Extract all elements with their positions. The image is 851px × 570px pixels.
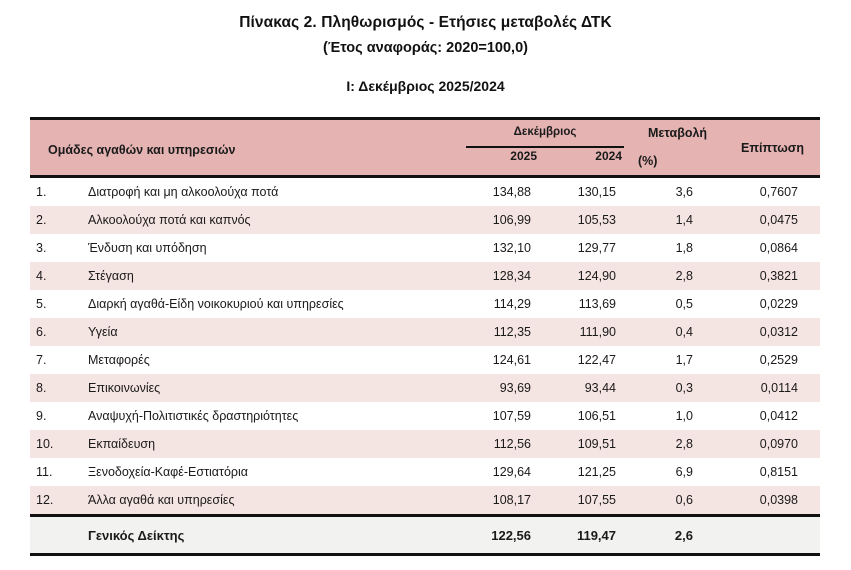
row-category-name: Αναψυχή-Πολιτιστικές δραστηριότητες [88, 409, 299, 423]
header-label-change-unit: (%) [638, 154, 658, 168]
row-value-change: 1,7 [675, 353, 693, 367]
period-label: Ι: Δεκέμβριος 2025/2024 [346, 77, 505, 94]
row-value-change: 6,9 [675, 465, 693, 479]
row-index: 9. [36, 409, 47, 423]
header-row [30, 120, 820, 175]
total-value-change: 2,6 [674, 527, 693, 543]
row-value-impact: 0,8151 [759, 465, 798, 479]
total-bottom-rule [30, 553, 820, 556]
table-row [30, 178, 820, 206]
row-index: 3. [36, 241, 47, 255]
row-value-change: 0,5 [675, 297, 693, 311]
total-value-2024: 119,47 [576, 527, 616, 543]
table-row [30, 402, 820, 430]
row-value-impact: 0,0114 [760, 381, 798, 395]
row-value-2024: 106,51 [577, 409, 616, 423]
row-category-name: Μεταφορές [88, 353, 150, 367]
table-row [30, 374, 820, 402]
header-cell-groups [30, 120, 460, 175]
table-row [30, 318, 820, 346]
inflation-table [30, 117, 820, 556]
row-value-2024: 122,47 [577, 353, 616, 367]
row-value-change: 1,4 [675, 213, 693, 227]
row-value-change: 0,4 [675, 325, 693, 339]
row-value-2024: 113,69 [578, 297, 616, 311]
row-value-2024: 93,44 [584, 381, 616, 395]
row-value-2024: 105,53 [577, 213, 616, 227]
header-label-groups: Ομάδες αγαθών και υπηρεσιών [48, 143, 236, 157]
row-value-change: 2,8 [675, 269, 693, 283]
table-row [30, 458, 820, 486]
header-cell-change [630, 120, 725, 175]
row-value-2025: 112,56 [493, 437, 531, 451]
row-value-impact: 0,3821 [759, 269, 798, 283]
row-index: 5. [36, 297, 47, 311]
row-value-2025: 93,69 [499, 381, 531, 395]
row-value-2024: 124,90 [577, 269, 616, 283]
row-value-2025: 106,99 [492, 213, 531, 227]
header-label-change: Μεταβολή [647, 126, 708, 140]
row-index: 10. [36, 437, 54, 451]
subheader-label-2024: 2024 [595, 149, 622, 163]
row-category-name: Στέγαση [88, 269, 134, 283]
row-value-impact: 0,0475 [759, 213, 798, 227]
inflation-table-container [30, 117, 820, 556]
row-value-impact: 0,2529 [759, 353, 798, 367]
total-index [30, 517, 70, 553]
row-index: 2. [36, 213, 47, 227]
row-value-change: 1,0 [675, 409, 693, 423]
row-index: 12. [36, 493, 54, 507]
row-index: 1. [36, 185, 47, 199]
header-cell-impact [725, 120, 820, 175]
subheader-label-2025: 2025 [510, 149, 537, 163]
row-value-impact: 0,0412 [759, 409, 798, 423]
row-category-name: Διατροφή και μη αλκοολούχα ποτά [88, 185, 279, 199]
row-value-change: 0,3 [675, 381, 693, 395]
row-value-2024: 121,25 [577, 465, 616, 479]
table-row [30, 206, 820, 234]
header-cell-month-group [460, 120, 630, 175]
row-value-2024: 109,51 [577, 437, 616, 451]
header-label-month: Δεκέμβριος [513, 126, 577, 138]
page-subtitle: (Έτος αναφοράς: 2020=100,0) [323, 39, 528, 56]
page-title: Πίνακας 2. Πληθωρισμός - Ετήσιες μεταβολές ΔΤΚ [239, 14, 612, 31]
row-index: 7. [36, 353, 47, 367]
row-value-impact: 0,0229 [759, 297, 798, 311]
row-value-change: 0,6 [675, 493, 693, 507]
table-header [30, 117, 820, 178]
header-label-impact: Επίπτωση [741, 140, 804, 155]
table-row [30, 430, 820, 458]
row-value-2025: 124,61 [492, 353, 531, 367]
table-row [30, 290, 820, 318]
row-index: 8. [36, 381, 47, 395]
row-value-2025: 128,34 [492, 269, 531, 283]
row-value-change: 2,8 [675, 437, 693, 451]
row-value-2025: 114,29 [493, 297, 531, 311]
row-value-2024: 111,90 [579, 325, 616, 339]
row-value-2025: 134,88 [492, 185, 531, 199]
table-row [30, 262, 820, 290]
row-value-2024: 130,15 [577, 185, 616, 199]
row-value-impact: 0,0970 [759, 437, 798, 451]
row-category-name: Αλκοολούχα ποτά και καπνός [88, 213, 251, 227]
table-row [30, 234, 820, 262]
row-index: 4. [36, 269, 47, 283]
row-value-impact: 0,0398 [759, 493, 798, 507]
row-value-2025: 129,64 [492, 465, 531, 479]
row-value-impact: 0,0312 [759, 325, 798, 339]
row-value-impact: 0,0864 [759, 241, 798, 255]
table-row [30, 346, 820, 374]
row-value-impact: 0,7607 [759, 185, 798, 199]
table-footer [30, 514, 820, 556]
total-value-2025: 122,56 [491, 527, 531, 543]
row-value-2025: 112,35 [493, 325, 531, 339]
row-category-name: Επικοινωνίες [88, 381, 161, 395]
header-group-rule [466, 146, 624, 148]
row-value-2025: 132,10 [492, 241, 531, 255]
row-category-name: Υγεία [88, 325, 118, 339]
title-block [0, 0, 851, 56]
row-category-name: Εκπαίδευση [88, 437, 156, 451]
total-label: Γενικός Δείκτης [88, 527, 185, 543]
row-value-2025: 108,17 [492, 493, 531, 507]
total-row [30, 517, 820, 553]
total-value-impact [725, 517, 820, 553]
row-category-name: Άλλα αγαθά και υπηρεσίες [88, 493, 235, 507]
total-bottom-rule-row [30, 553, 820, 556]
row-index: 6. [36, 325, 47, 339]
row-value-2025: 107,59 [492, 409, 531, 423]
row-category-name: Ξενοδοχεία-Καφέ-Εστιατόρια [88, 465, 249, 479]
table-row [30, 486, 820, 514]
row-category-name: Διαρκή αγαθά-Είδη νοικοκυριού και υπηρεσίες [88, 297, 344, 311]
row-value-change: 1,8 [675, 241, 693, 255]
row-index: 11. [36, 465, 53, 479]
row-category-name: Ένδυση και υπόδηση [88, 241, 207, 255]
row-value-2024: 107,55 [577, 493, 616, 507]
row-value-2024: 129,77 [577, 241, 616, 255]
row-value-change: 3,6 [675, 185, 693, 199]
table-body [30, 178, 820, 514]
